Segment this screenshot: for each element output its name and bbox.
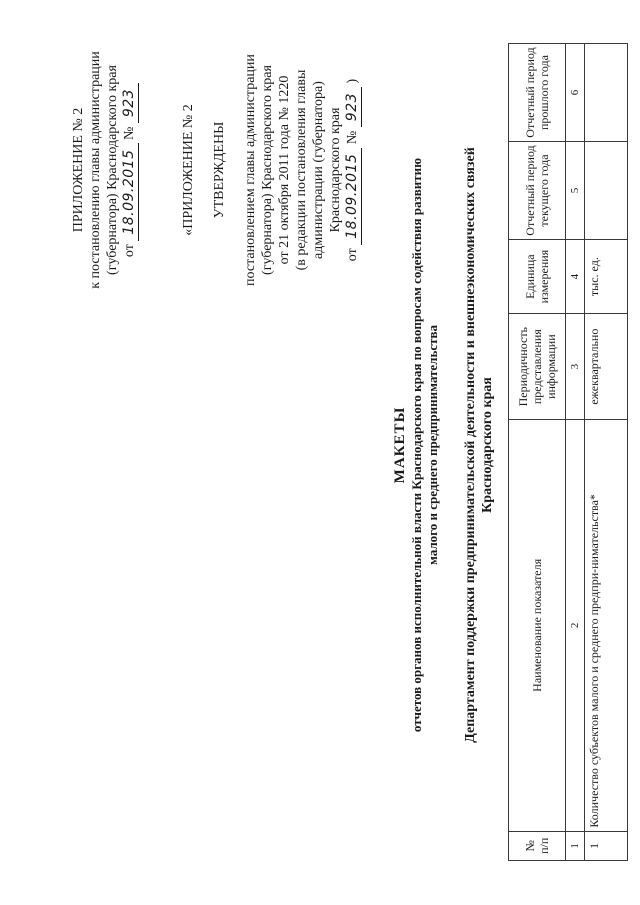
- appendix-handwritten-number: 923: [121, 83, 139, 123]
- appendix-block: [70, 25, 139, 315]
- header-periodicity: Периодичность представления информации: [509, 314, 566, 420]
- appendix-title: ПРИЛОЖЕНИЕ № 2: [71, 107, 86, 233]
- header-unit: Единица измерения: [509, 240, 566, 314]
- row-indicator-name: Количество субъектов малого и среднего предпри-нимательства*: [585, 420, 628, 832]
- appendix-from-label: от: [122, 244, 137, 258]
- approved-date-line: [344, 25, 362, 315]
- row-unit: тыс. ед.: [585, 240, 628, 314]
- approved-line-6: Краснодарского края: [328, 107, 343, 233]
- header-indicator-name: Наименование показателя: [509, 420, 566, 832]
- approved-handwritten-number: 923: [344, 87, 362, 127]
- table-column-numbers-row: [566, 44, 585, 861]
- appendix-handwritten-date: 18.09.2015: [121, 144, 139, 241]
- approved-no-label: №: [345, 130, 360, 145]
- row-periodicity: ежеквартально: [585, 314, 628, 420]
- department-heading: [462, 65, 496, 825]
- header-current-period: Отчетный период текущего года: [509, 142, 566, 240]
- table-row: [585, 44, 628, 861]
- appendix-line-2: (губернатора) Краснодарского края: [105, 65, 120, 275]
- approved-appendix-title: «ПРИЛОЖЕНИЕ № 2: [181, 104, 196, 236]
- approved-handwritten-date: 18.09.2015: [344, 148, 362, 245]
- department-line-2: Краснодарского края: [480, 377, 495, 513]
- approved-block: [180, 25, 362, 315]
- heading-title: МАКЕТЫ: [392, 406, 408, 484]
- heading-line-2: малого и среднего предпринимательства: [425, 324, 440, 566]
- heading-line-1: отчетов органов исполнительной власти Краснодарского края по вопросам содействия развитию: [409, 157, 424, 733]
- appendix-no-label: №: [122, 126, 137, 140]
- report-table: [508, 43, 628, 861]
- row-previous-value: [585, 44, 628, 142]
- column-number-4: 4: [566, 240, 585, 314]
- document-heading: [392, 65, 441, 825]
- department-line-1: Департамент поддержки предпринимательской деятельности и внешнеэкономических связей: [463, 147, 478, 743]
- column-number-2: 2: [566, 420, 585, 832]
- approved-line-3: от 21 октября 2011 года № 1220: [277, 75, 292, 265]
- header-number: № п/п: [509, 831, 566, 860]
- table-header-row: [509, 44, 566, 861]
- column-number-3: 3: [566, 314, 585, 420]
- approved-closing-paren: ): [345, 78, 360, 84]
- column-number-5: 5: [566, 142, 585, 240]
- approved-line-2: (губернатора) Краснодарского края: [260, 65, 275, 275]
- approved-line-1: постановлением главы администрации: [243, 54, 258, 286]
- header-previous-period: Отчетный период прошлого года: [509, 44, 566, 142]
- row-number: 1: [585, 831, 628, 860]
- column-number-1: 1: [566, 831, 585, 860]
- approved-title: УТВЕРЖДЕНЫ: [212, 121, 227, 219]
- approved-line-4: (в редакции постановления главы: [294, 69, 309, 271]
- appendix-date-line: [121, 25, 139, 315]
- appendix-line-1: к постановлению главы администрации: [88, 51, 103, 289]
- column-number-6: 6: [566, 44, 585, 142]
- row-current-value: [585, 142, 628, 240]
- approved-line-5: администрации (губернатора): [311, 81, 326, 259]
- approved-from-label: от: [345, 248, 360, 262]
